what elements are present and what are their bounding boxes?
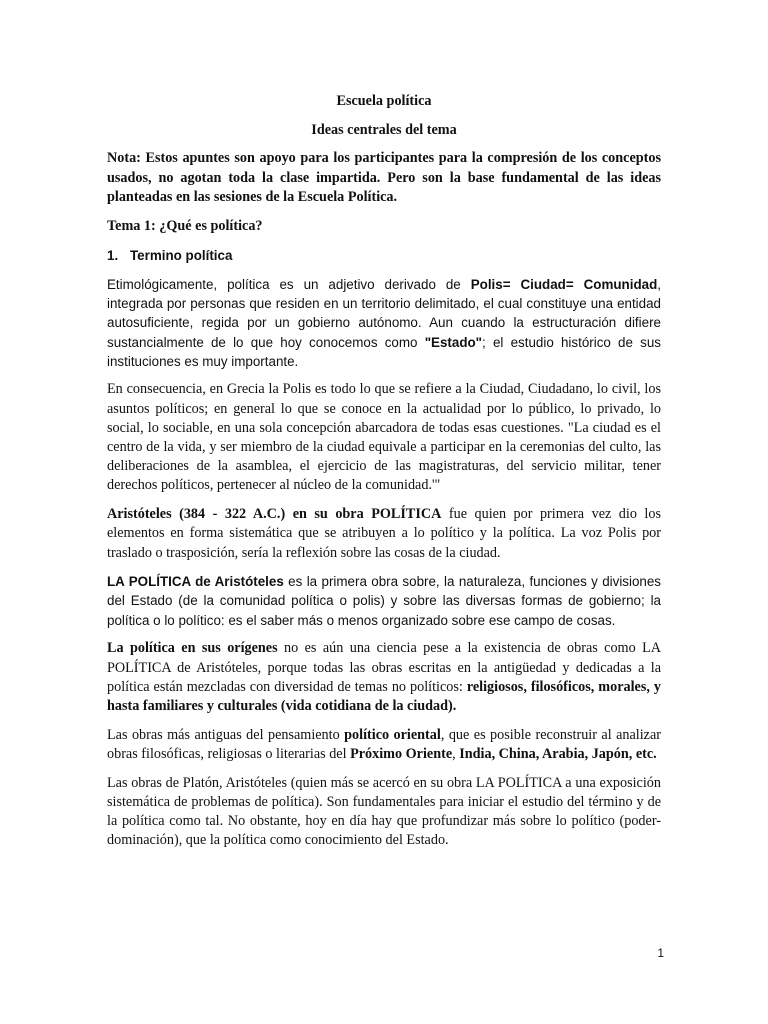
section-heading — [107, 246, 661, 265]
bold-text: La política en sus orígenes — [107, 640, 278, 657]
paragraph-origenes — [107, 639, 661, 716]
paragraph-text: , integrada por personas que residen en un territorio delimitado, el cual constituye una entidad autosuficiente, regida por un gobierno autónomo. Aun cuando la estructuración difiere sustancialmente de lo que hoy conocemos como — [107, 276, 661, 350]
paragraph-text: , — [452, 745, 460, 762]
document-subtitle: Ideas centrales del tema — [311, 122, 457, 139]
paragraph-text: Etimológicamente, política es un adjetivo derivado de — [107, 276, 471, 292]
paragraph-grecia: En consecuencia, en Grecia la Polis es todo lo que se refiere a la Ciudad, Ciudadano, lo civil, los asuntos políticos; en general lo que se conoce en la actualidad por lo público, lo privado, lo social, lo sociable, en una sola concepción abarcadora de todas esas cuestiones. "La ciudad es el centro de la vida, y ser miembro de la ciudad equivale a participar en la ceremonias del culto, las deliberaciones de la asamblea, el ejercicio de las magistraturas, del servicio militar, tener derechos políticos, pertenecer al núcleo de la comunidad.'" — [107, 381, 661, 494]
section-label: Termino política — [130, 247, 233, 263]
bold-text: religiosos, filosóficos, morales, y hasta familiares y culturales (vida cotidiana de la ciudad). — [107, 678, 661, 714]
page-number: 1 — [657, 946, 664, 960]
bold-text: India, China, Arabia, Japón, etc. — [459, 745, 657, 762]
note-paragraph — [107, 149, 661, 207]
bold-text: "Estado" — [424, 334, 483, 350]
bold-text: LA POLÍTICA de Aristóteles — [107, 574, 284, 590]
paragraph-oriental — [107, 726, 661, 764]
paragraph-la-politica — [107, 572, 661, 630]
paragraph-text: fue quien por primera vez dio los elementos en forma sistemática que se atribuyen a lo político y la política. La voz Polis por traslado o trasposición, sería la reflexión sobre las cosas de la ciudad. — [107, 506, 661, 561]
paragraph-text: , que es posible reconstruir al analizar obras filosóficas, religiosas o literarias del — [107, 726, 661, 762]
paragraph-etymology — [107, 275, 661, 371]
paragraph-text: no es aún una ciencia pese a la existencia de obras como LA POLÍTICA de Aristóteles, porque todas las obras escritas en la antigüedad y dedicadas a la política están mezcladas con diversidad de temas no políticos: — [107, 640, 661, 695]
bold-text: Polis= Ciudad= Comunidad — [470, 276, 658, 292]
paragraph-platon: Las obras de Platón, Aristóteles (quien más se acercó en su obra LA POLÍTICA a una exposición sistemática de problemas de política). Son fundamentales para iniciar el estudio del término y de la política como tal. No obstante, hoy en día hay que profundizar más sobre lo político (poder- dominación), que la política como conocimiento del Estado. — [107, 774, 661, 849]
topic-heading: Tema 1: ¿Qué es política? — [107, 217, 263, 234]
paragraph-aristoteles — [107, 505, 661, 563]
bold-text: Próximo Oriente — [350, 745, 453, 762]
paragraph-text: ; el estudio histórico de sus instituciones es muy importante. — [107, 334, 661, 369]
document-title: Escuela política — [336, 93, 432, 109]
paragraph-text: es la primera obra sobre, la naturaleza, funciones y divisiones del Estado (de la comunidad política o polis) y sobre las diversas formas de gobierno; la política o lo político: es el saber más o menos organizado sobre ese campo de cosas. — [107, 574, 662, 628]
document-body — [107, 92, 661, 860]
section-number: 1. — [107, 247, 119, 263]
note-text: Nota: Estos apuntes son apoyo para los participantes para la compresión de los conceptos usados, no agotan toda la clase impartida. Pero son la base fundamental de las ideas planteadas en las sesiones de la Escuela Política. — [107, 150, 661, 205]
bold-text: político oriental — [344, 726, 441, 743]
bold-text: Aristóteles (384 - 322 A.C.) en su obra POLÍTICA — [107, 506, 442, 523]
paragraph-text: Las obras más antiguas del pensamiento — [107, 726, 345, 743]
